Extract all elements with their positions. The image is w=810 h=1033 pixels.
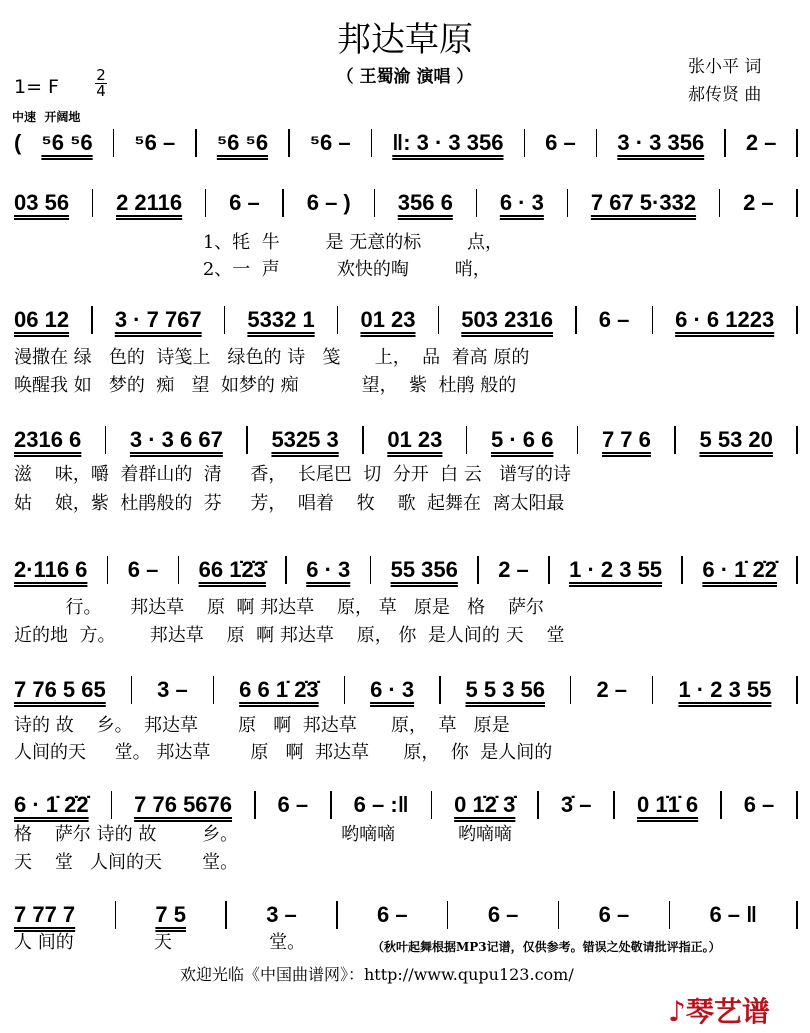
measure: 06 12 [14,307,70,332]
composer: 郝传贤 曲 [688,85,762,105]
barline [447,901,449,929]
barline [337,306,339,334]
measure: 6 – [545,130,576,155]
key-signature: 1= F [14,76,59,98]
measure: 6 – ‖ [709,902,758,927]
measure: 7 76 5676 [134,792,233,817]
barline [537,791,539,819]
time-top: 2 [96,66,106,84]
barline [477,556,479,584]
measure: 6 · 3 [306,557,351,582]
barline [431,791,433,819]
measure: 7 76 5 65 [14,677,106,702]
measure: 2 – [498,557,529,582]
lyric-line: 滋 味，嚼 着群山的 清 香， 长尾巴 切 分开 白 云 谱写的诗 [14,464,572,485]
barline [439,676,441,704]
measure: 6 – [598,307,630,332]
barline [344,676,346,704]
lyric-line: 诗的 故 乡。 邦达草 原 啊 邦达草 原， 草 原是 [14,715,510,736]
measure: ⁵6 ⁵6 [216,130,269,155]
measure: ⁵6 – [134,130,176,155]
barline [213,676,215,704]
measure: 1 · 2 3 55 [678,677,772,702]
barline [796,426,798,454]
measure: 3 · 3 6 67 [129,427,223,452]
barline [131,676,133,704]
lyric-line: 唤醒我 如 梦的 痴 望 如梦的 痴 望， 紫 杜鹃 般的 [14,375,517,396]
lyric-line: 近的地 方。 邦达草 原 啊 邦达草 原， 你 是人间的 天 堂 [14,625,565,646]
measure: 01 23 [360,307,416,332]
measure: 6 – [598,902,630,927]
barline [91,306,93,334]
measure: 503 2316 [461,307,554,332]
barline [796,189,798,217]
measure: 2316 6 [14,427,82,452]
time-bottom: 4 [96,82,106,100]
barline [282,189,284,217]
measure: ( [14,130,22,155]
lyric-line: 人间的天 堂。 邦达草 原 啊 邦达草 原， 你 是人间的 [14,742,553,763]
lyric-line: 姑 娘，紫 杜鹃般的 芬 芳， 唱着 牧 歌 起舞在 离太阳最 [14,493,565,514]
measure: ⁵6 ⁵6 [41,130,93,155]
barline [285,556,287,584]
measure: 7 7 6 [601,427,651,452]
measure: 356 6 [397,190,453,215]
measure: 03 56 [14,190,70,215]
barline [558,901,560,929]
barline [575,306,577,334]
measure: 3̇ – [560,792,592,817]
measure: 0 1̇1̇ 6 [637,792,699,817]
barline [613,791,615,819]
barline [246,426,248,454]
barline [796,556,798,584]
barline [92,189,94,217]
singer: （ 王蜀渝 演唱 ） [336,67,474,87]
barline [288,129,290,157]
barline [674,426,676,454]
measure: 2 – [745,130,777,155]
barline [115,901,117,929]
notation-row [14,128,798,158]
measure: 5 5 3 56 [465,677,546,702]
barline [225,901,227,929]
measure: 6 – [127,557,159,582]
barline [652,676,654,704]
barline [570,676,572,704]
barline [724,129,726,157]
measure: 6 – [487,902,519,927]
measure: 2·116 6 [14,557,88,582]
barline [548,556,550,584]
barline [178,556,180,584]
barline [796,306,798,334]
notation-row [14,900,798,930]
barline [652,306,654,334]
lyricist: 张小平 词 [688,57,762,77]
barline [796,676,798,704]
time-signature [95,68,107,99]
measure: 0 1̇2̇ 3̇ [454,792,516,817]
notation-row [14,305,798,335]
barline [195,129,197,157]
lyric-line: 2、一 声 欢快的啕 哨， [14,259,491,280]
barline [796,129,798,157]
barline [577,426,579,454]
lyric-line: 人 间的 天 堂。 [14,932,306,953]
measure: 6 6 1̇ 2̇3̇ [239,677,319,702]
barline [111,791,113,819]
song-title: 邦达草原 [337,20,473,60]
logo: ♪琴艺谱 [668,995,770,1028]
notation-row [14,675,798,705]
measure: 2 – [743,190,774,215]
barline [567,189,569,217]
measure: 3 · 7 767 [114,307,202,332]
measure: 3 – [266,902,297,927]
measure: 7 67 5·332 [590,190,697,215]
barline [466,426,468,454]
lyric-line: 天 堂 人间的天 堂。 [14,852,239,873]
barline [370,556,372,584]
measure: 6 · 1̇ 2̇2̇ [702,557,777,582]
measure: 6 – ) [306,190,351,215]
measure: 2 2116 [116,190,183,215]
barline [669,901,671,929]
tempo-marking: 中速 开阔地 [12,110,81,124]
barline [596,129,598,157]
barline [796,901,798,929]
barline [336,901,338,929]
measure: 3 · 3 356 [617,130,705,155]
barline [524,129,526,157]
measure: 5 53 20 [699,427,773,452]
barline [720,791,722,819]
measure: 5332 1 [247,307,315,332]
measure: 6 – [229,190,260,215]
barline [438,306,440,334]
lyric-line: 格 萨尔 诗的 故 乡。 哟嘀嘀 哟嘀嘀 [14,824,513,845]
barline [374,189,376,217]
notation-row [14,425,798,455]
measure: 6 – :‖ [353,792,409,817]
measure: 1 · 2 3 55 [569,557,663,582]
measure: 01 23 [387,427,443,452]
logo-text: 琴艺谱 [685,995,770,1028]
measure: 6 · 6 1223 [675,307,775,332]
barline [476,189,478,217]
notation-row [14,555,798,585]
barline [113,129,115,157]
measure: ⁵6 – [309,130,351,155]
barline [796,791,798,819]
measure: 3 – [157,677,188,702]
measure: 6 – [377,902,408,927]
lyric-line: 行。 邦达草 原 啊 邦达草 原， 草 原是 格 萨尔 [14,597,544,618]
measure: 6 · 3 [370,677,415,702]
measure: ‖: 3 · 3 356 [392,130,504,155]
measure: 66 1̇2̇3̇ [198,557,266,582]
barline [107,556,109,584]
measure: 2 – [596,677,628,702]
footer-link[interactable]: 欢迎光临《中国曲谱网》：http://www.qupu123.com/ [180,965,574,984]
lyric-line: 1、牦 牛 是 无意的标 点， [14,232,503,253]
barline [254,791,256,819]
measure: 6 · 3 [499,190,544,215]
measure: 6 – [277,792,309,817]
measure: 6 · 1̇ 2̇2̇ [14,792,89,817]
barline [105,426,107,454]
measure: 7 5 [155,902,186,927]
barline [371,129,373,157]
barline [330,791,332,819]
notation-row [14,188,798,218]
measure: 7 77 7 [14,902,76,927]
barline [205,189,207,217]
measure: 55 356 [390,557,458,582]
measure: 6 – [743,792,775,817]
barline [681,556,683,584]
lyric-line: 漫撒在 绿 色的 诗笺上 绿色的 诗 笺 上， 品 着高 原的 [14,347,530,368]
measure: 5325 3 [271,427,339,452]
barline [224,306,226,334]
notation-row [14,790,798,820]
transcription-note: （秋叶起舞根据MP3记谱，仅供参考。错误之处敬请批评指正。） [372,940,721,954]
barline [719,189,721,217]
measure: 5 · 6 6 [490,427,554,452]
barline [362,426,364,454]
